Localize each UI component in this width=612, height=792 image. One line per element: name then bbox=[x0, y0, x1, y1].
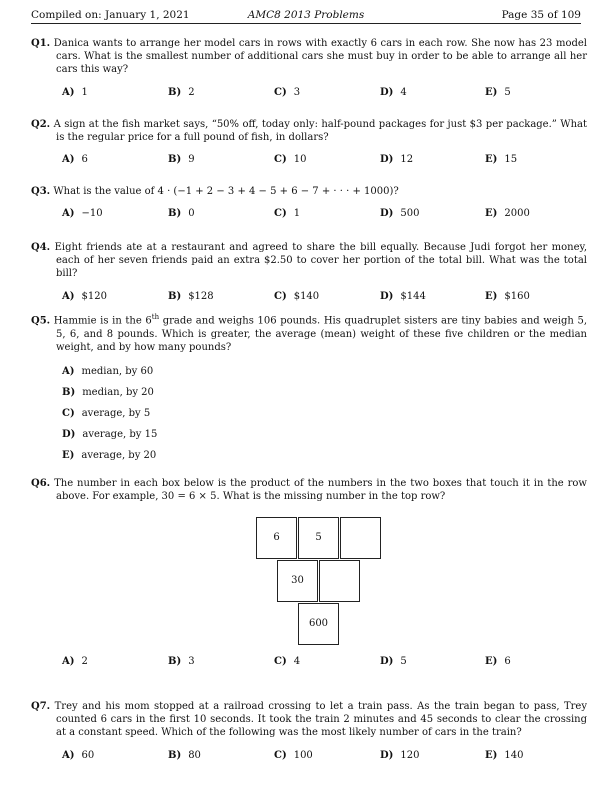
choice-a[interactable]: A) $120 bbox=[62, 290, 107, 302]
choice-e[interactable]: E) 6 bbox=[485, 656, 511, 667]
question-text bbox=[31, 700, 587, 740]
superscript-th: th bbox=[151, 313, 160, 321]
choice-e[interactable]: E) average, by 20 bbox=[62, 449, 157, 461]
question-7 bbox=[31, 700, 587, 763]
choice-d[interactable]: D) 120 bbox=[380, 749, 420, 761]
choice-c[interactable]: C) $140 bbox=[274, 290, 320, 302]
question-body-end: grade and weighs 106 pounds. His quadruplet sisters are tiny babies and weigh 5, 5, 6, and 8 pounds. Which is greater, the average (mean) weight of these five children or the median weight, and by how many pounds? bbox=[56, 315, 587, 353]
choice-b[interactable]: B) 80 bbox=[168, 749, 201, 761]
pyramid-top-middle: 5 bbox=[298, 517, 339, 559]
question-body: A sign at the fish market says, “50% off, today only: half-pound packages for just $3 per package.” What is the regular price for a full pound of fish, in dollars? bbox=[53, 119, 588, 144]
choice-c[interactable]: C) 100 bbox=[274, 749, 313, 761]
choice-e[interactable]: E) 2000 bbox=[485, 208, 530, 220]
question-body: Danica wants to arrange her model cars in rows with exactly 6 cars in each row. She now has 23 model cars. What is the smallest number of additional cars she must buy in order to be able to arrange all her cars this way? bbox=[53, 38, 587, 76]
choice-e[interactable]: E) 140 bbox=[485, 749, 524, 761]
choice-b[interactable]: B) 9 bbox=[168, 154, 195, 166]
question-text bbox=[31, 241, 587, 281]
choice-a[interactable]: A) median, by 60 bbox=[62, 365, 154, 377]
question-1 bbox=[31, 37, 587, 100]
choice-d[interactable]: D) $144 bbox=[380, 290, 426, 302]
choice-c[interactable]: C) average, by 5 bbox=[62, 407, 151, 419]
question-number: Q6. bbox=[31, 478, 51, 489]
question-3 bbox=[31, 185, 587, 221]
choice-d[interactable]: D) 12 bbox=[380, 154, 414, 166]
pyramid-top-right-missing bbox=[340, 517, 381, 559]
question-body: The number in each box below is the product of the numbers in the two boxes that touch it in the row above. For example, 30 = 6 × 5. What is the missing number in the top row? bbox=[54, 478, 587, 503]
question-text bbox=[31, 118, 587, 144]
choice-d[interactable]: D) 4 bbox=[380, 86, 407, 98]
question-text bbox=[31, 311, 587, 354]
choice-b[interactable]: B) median, by 20 bbox=[62, 386, 154, 398]
choice-a[interactable]: A) −10 bbox=[62, 208, 103, 220]
question-5 bbox=[31, 311, 587, 463]
choice-d[interactable]: D) 500 bbox=[380, 208, 420, 220]
question-text bbox=[31, 477, 587, 503]
question-number: Q2. bbox=[31, 119, 51, 130]
choice-d[interactable]: D) 5 bbox=[380, 656, 407, 667]
pyramid-middle-right bbox=[319, 560, 360, 602]
header-rule bbox=[31, 23, 581, 24]
question-number: Q5. bbox=[31, 315, 51, 327]
question-number: Q7. bbox=[31, 701, 51, 712]
answer-choices bbox=[31, 749, 587, 763]
pyramid-middle-left: 30 bbox=[277, 560, 318, 602]
question-body: Trey and his mom stopped at a railroad crossing to let a train pass. As the train began to pass, Trey counted 6 cars in the first 10 seconds. It took the train 2 minutes and 45 seconds to clear the crossing at a constant speed. Which of the following was the most likely number of cars in the train? bbox=[54, 701, 587, 739]
question-text bbox=[31, 185, 587, 198]
question-number: Q1. bbox=[31, 38, 51, 49]
choice-d[interactable]: D) average, by 15 bbox=[62, 428, 158, 440]
choice-a[interactable]: A) 60 bbox=[62, 749, 95, 761]
choice-c[interactable]: C) 10 bbox=[274, 154, 307, 166]
answer-choices bbox=[31, 655, 587, 669]
question-body: What is the value of 4 · (−1 + 2 − 3 + 4 − 5 + 6 − 7 + · · · + 1000)? bbox=[53, 186, 399, 197]
question-body-start: Hammie is in the 6 bbox=[53, 315, 152, 327]
choice-a[interactable]: A) 6 bbox=[62, 154, 88, 166]
page-header bbox=[0, 9, 612, 23]
question-6 bbox=[31, 477, 587, 503]
question-number: Q4. bbox=[31, 242, 51, 253]
choice-c[interactable]: C) 1 bbox=[274, 208, 301, 220]
question-body: Eight friends ate at a restaurant and agreed to share the bill equally. Because Judi forgot her money, each of her seven friends paid an extra $2.50 to cover her portion of the total bill. What was the total bill? bbox=[54, 242, 587, 280]
question-6-choices bbox=[31, 655, 587, 669]
choice-e[interactable]: E) 5 bbox=[485, 86, 511, 98]
choice-a[interactable]: A) 1 bbox=[62, 86, 88, 98]
question-text bbox=[31, 37, 587, 77]
compiled-date: Compiled on: January 1, 2021 bbox=[31, 9, 190, 21]
pyramid-bottom: 600 bbox=[298, 603, 339, 645]
choice-c[interactable]: C) 4 bbox=[274, 656, 301, 667]
document-title: AMC8 2013 Problems bbox=[247, 9, 365, 21]
question-2 bbox=[31, 118, 587, 167]
answer-choices bbox=[31, 207, 587, 221]
question-4 bbox=[31, 241, 587, 304]
choice-b[interactable]: B) 3 bbox=[168, 656, 195, 667]
answer-choices bbox=[31, 86, 587, 100]
choice-e[interactable]: E) $160 bbox=[485, 290, 530, 302]
answer-choices bbox=[31, 290, 587, 304]
choice-e[interactable]: E) 15 bbox=[485, 154, 518, 166]
question-number: Q3. bbox=[31, 186, 51, 197]
answer-choices bbox=[31, 153, 587, 167]
choice-b[interactable]: B) 2 bbox=[168, 86, 195, 98]
choice-a[interactable]: A) 2 bbox=[62, 656, 88, 667]
choice-b[interactable]: B) 0 bbox=[168, 208, 195, 220]
pyramid-top-left: 6 bbox=[256, 517, 297, 559]
choice-b[interactable]: B) $128 bbox=[168, 290, 214, 302]
page-number: Page 35 of 109 bbox=[501, 9, 581, 21]
choice-c[interactable]: C) 3 bbox=[274, 86, 301, 98]
